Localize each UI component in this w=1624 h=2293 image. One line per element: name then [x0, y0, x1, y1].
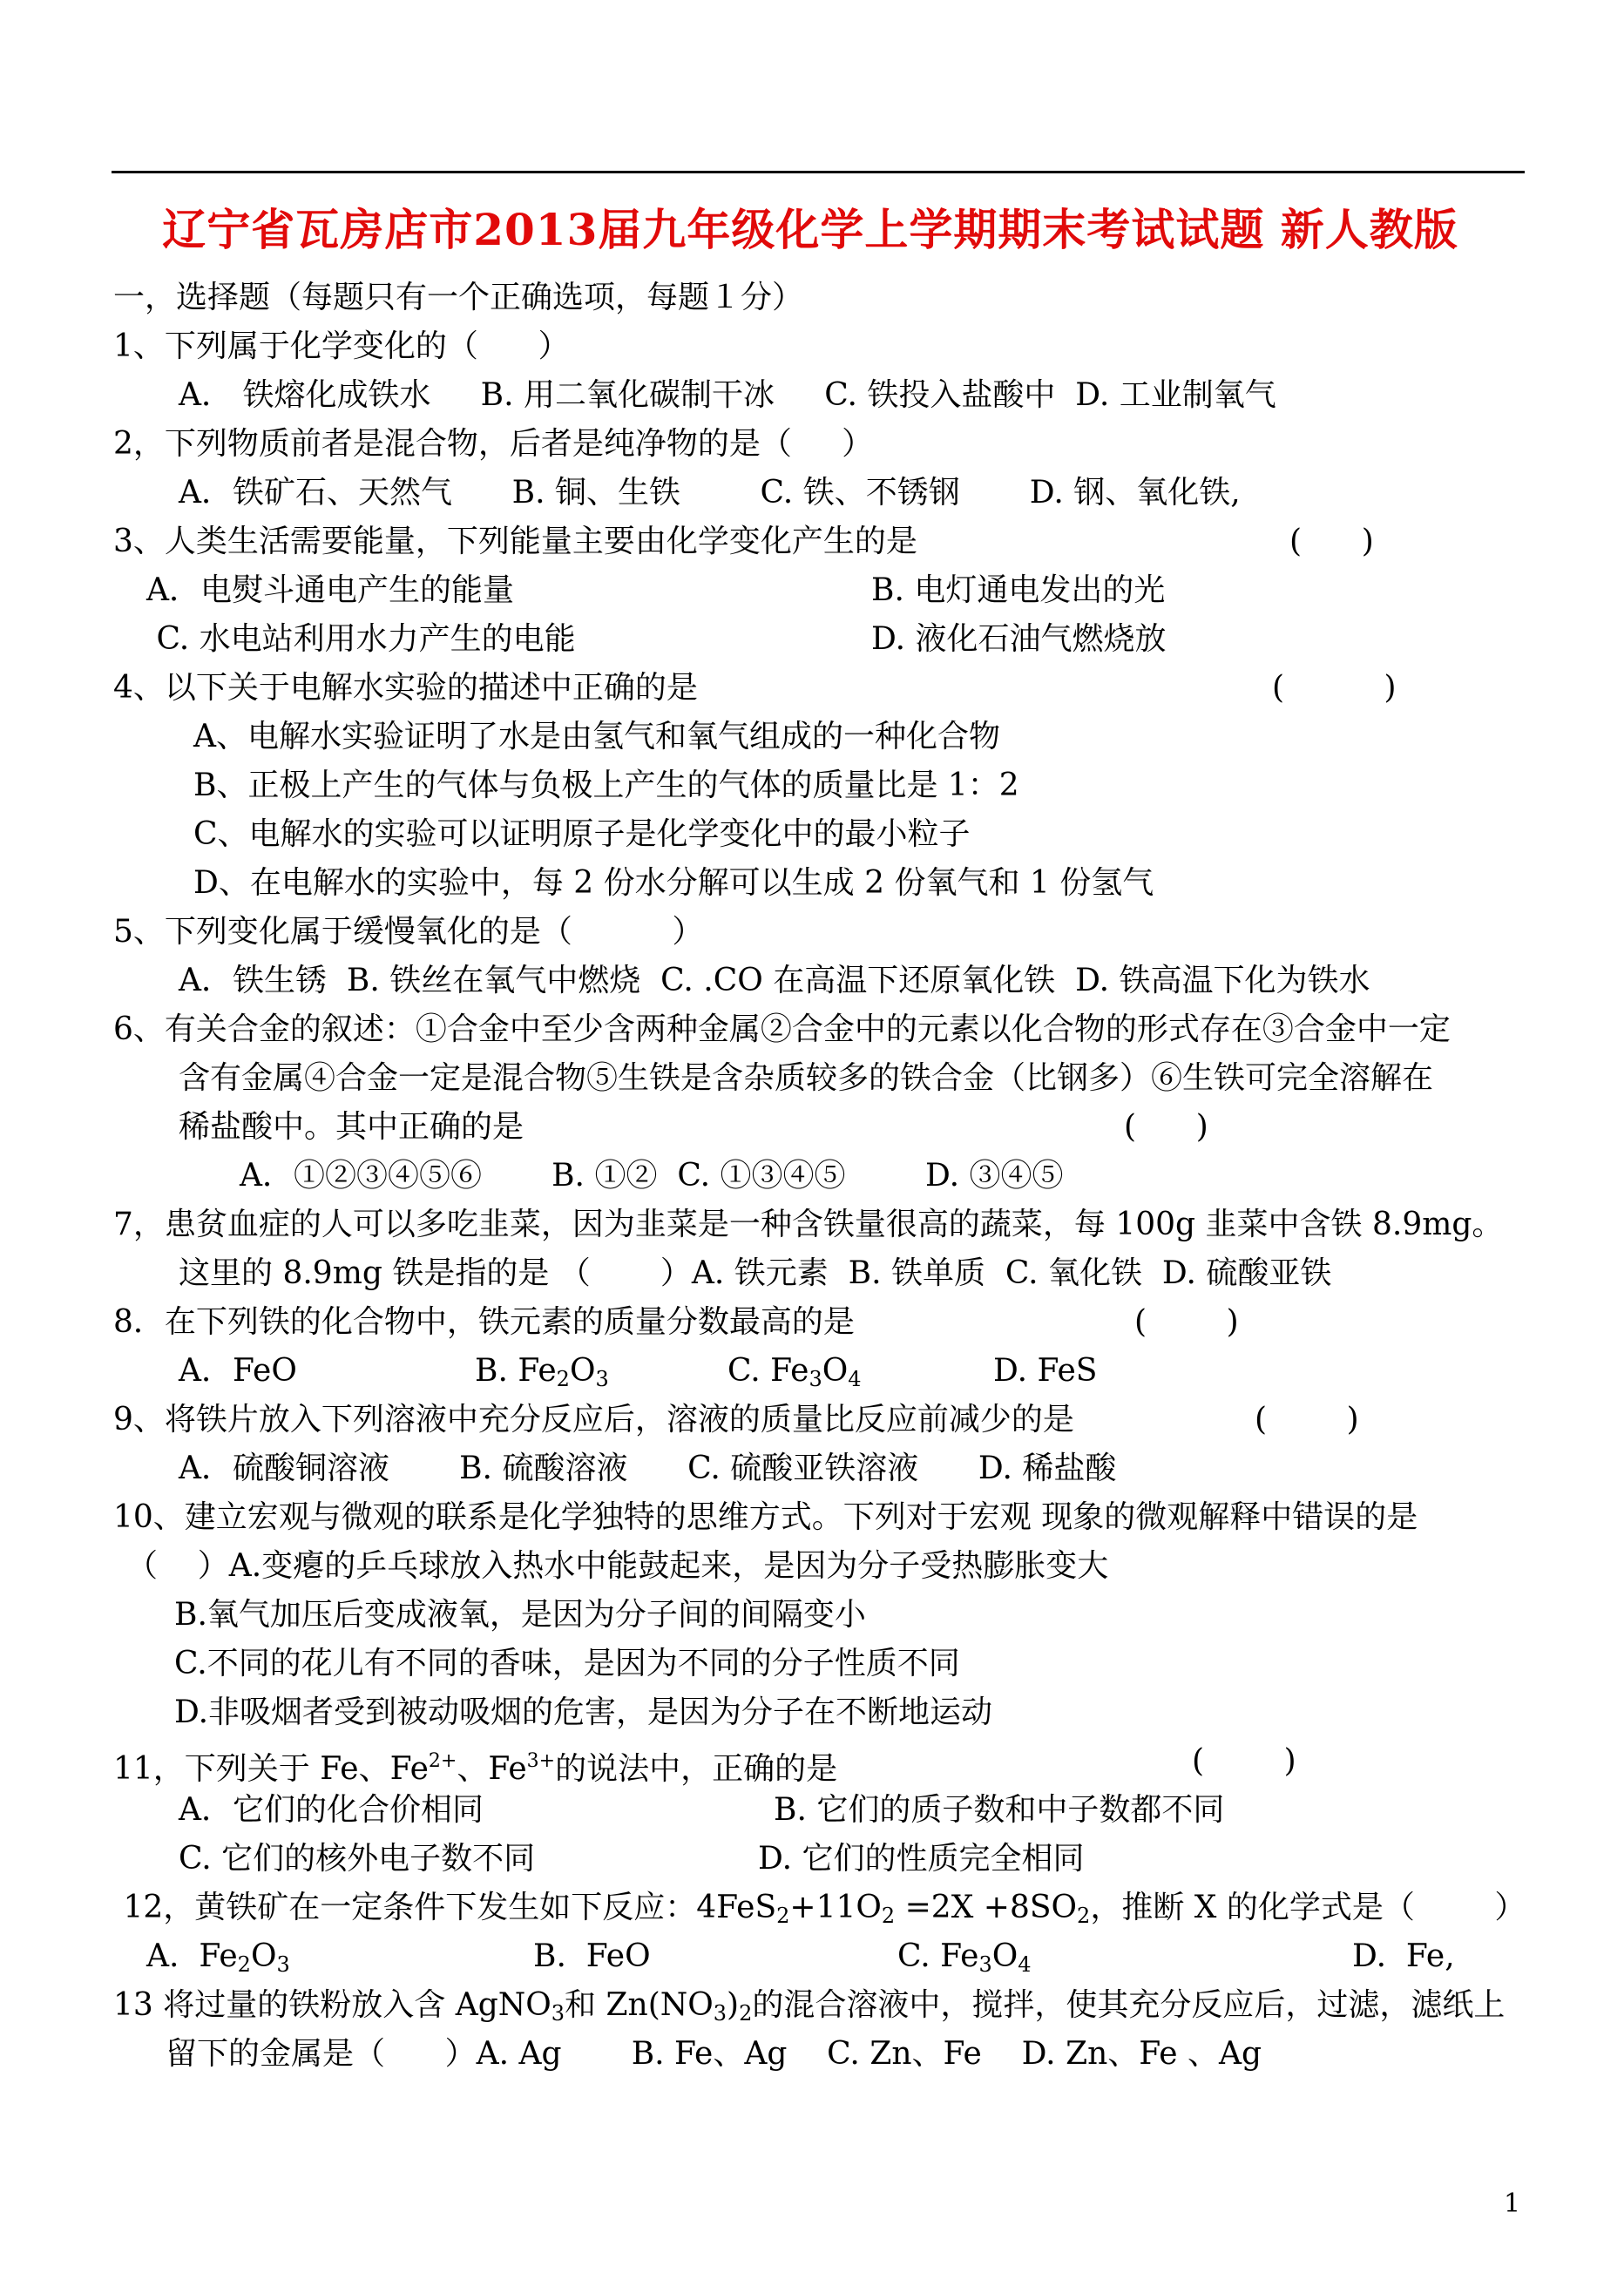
- text-line: 6、有关合金的叙述：①合金中至少含两种金属②合金中的元素以化合物的形式存在③合金中一定: [113, 1011, 1451, 1047]
- q13-stem: 13 将过量的铁粉放入含 AgNO$_3$和 $Zn(NO_3)_2$的混合溶液中，搅拌，使其充分反应后，过滤，滤纸上: [113, 1987, 1506, 2026]
- document-title: 辽宁省瓦房店市2013届九年级化学上学期期末考试试题 新人教版: [162, 204, 1458, 255]
- q8-option-c: C. $Fe_3O_4$: [727, 1353, 862, 1391]
- q13-options: 留下的金属是（ ）A. Ag B. Fe、Ag C. Zn、Fe D. Zn、Fe 、Ag: [166, 2036, 1262, 2072]
- text-line: D、在电解水的实验中，每 2 份水分解可以生成 2 份氧气和 1 份氢气: [193, 865, 1154, 901]
- q12-option-b: B. FeO: [533, 1938, 651, 1974]
- text-line: 7，患贫血症的人可以多吃韭菜，因为韭菜是一种含铁量很高的蔬菜，每 100g 韭菜中含铁 8.9mg。: [113, 1207, 1504, 1242]
- q11-option-b: B. 它们的质子数和中子数都不同: [774, 1792, 1225, 1828]
- q11-option-d: D. 它们的性质完全相同: [758, 1841, 1085, 1877]
- text-line: C. 水电站利用水力产生的电能: [146, 621, 576, 657]
- text-line: 3、人类生活需要能量，下列能量主要由化学变化产生的是: [113, 524, 917, 559]
- text-line: 2，下列物质前者是混合物，后者是纯净物的是（ ）: [113, 426, 874, 462]
- q8-option-b: B. $Fe_2O_3$: [475, 1353, 609, 1391]
- text-line: ( ): [1289, 524, 1374, 559]
- q12-stem: 12，黄铁矿在一定条件下发生如下反应：$4FeS_2+11O_2 =2X +8SO_2$，推断 X 的化学式是（ ）: [113, 1890, 1526, 1928]
- q10-option-b: B.氧气加压后变成液氧，是因为分子间的间隔变小: [174, 1597, 866, 1633]
- page-number: 1: [1504, 2188, 1521, 2219]
- q11-paren: ( ): [1192, 1743, 1296, 1779]
- header-rule: [112, 171, 1525, 173]
- q10-option-a: （ ）A.变瘪的乒乓球放入热水中能鼓起来，是因为分子受热膨胀变大: [126, 1548, 1109, 1584]
- text-line: 一，选择题（每题只有一个正确选项，每题１分）: [113, 280, 804, 315]
- q11-stem: 11，下列关于 Fe、$Fe^{2+}$、$Fe^{3+}$的说法中，正确的是: [113, 1750, 838, 1787]
- text-line: 含有金属④合金一定是混合物⑤生铁是含杂质较多的铁合金（比钢多）⑥生铁可完全溶解在: [179, 1060, 1434, 1096]
- q9-options: A．硫酸铜溶液 B. 硫酸溶液 C. 硫酸亚铁溶液 D. 稀盐酸: [179, 1451, 1117, 1486]
- q10-option-d: D.非吸烟者受到被动吸烟的危害，是因为分子在不断地运动: [174, 1694, 993, 1730]
- text-line: A．铁生锈 B. 铁丝在氧气中燃烧 C. .CO 在高温下还原氧化铁 D. 铁高温下化为铁水: [179, 963, 1370, 998]
- q11-option-a: A．它们的化合价相同: [179, 1792, 484, 1828]
- text-line: A．电熨斗通电产生的能量: [146, 572, 514, 608]
- q12-option-a: A. $Fe_2O_3$: [146, 1938, 290, 1977]
- text-line: B. 电灯通电发出的光: [871, 572, 1166, 608]
- q8-option-d: D. FeS: [993, 1353, 1098, 1389]
- q9-stem: 9、将铁片放入下列溶液中充分反应后，溶液的质量比反应前减少的是: [113, 1402, 1074, 1437]
- q8-option-a: A．FeO: [179, 1353, 297, 1389]
- text-line: ( ): [1272, 670, 1397, 706]
- text-line: 4、以下关于电解水实验的描述中正确的是: [113, 670, 698, 706]
- q11-option-c: C. 它们的核外电子数不同: [179, 1841, 536, 1877]
- text-line: ( ): [1134, 1304, 1239, 1340]
- q9-paren: ( ): [1255, 1402, 1359, 1437]
- text-line: 1、下列属于化学变化的（ ）: [113, 328, 570, 364]
- q10-option-c: C.不同的花儿有不同的香味，是因为不同的分子性质不同: [174, 1646, 960, 1681]
- text-line: 稀盐酸中。其中正确的是: [179, 1109, 524, 1145]
- text-line: A、电解水实验证明了水是由氢气和氧气组成的一种化合物: [193, 719, 1000, 754]
- text-line: A．①②③④⑤⑥ B. ①② C. ①③④⑤ D. ③④⑤: [240, 1158, 1064, 1194]
- text-line: A．铁矿石、天然气 B. 铜、生铁 C. 铁、不锈钢 D. 钢、氧化铁,: [179, 475, 1241, 511]
- text-line: 8．在下列铁的化合物中，铁元素的质量分数最高的是: [113, 1304, 855, 1340]
- text-line: D. 液化石油气燃烧放: [871, 621, 1167, 657]
- q12-option-d: D. Fe,: [1352, 1938, 1455, 1974]
- text-line: B、正极上产生的气体与负极上产生的气体的质量比是 1：2: [193, 768, 1019, 803]
- text-line: ( ): [1124, 1109, 1208, 1145]
- text-line: C、电解水的实验可以证明原子是化学变化中的最小粒子: [193, 816, 971, 852]
- text-line: A． 铁熔化成铁水 B. 用二氧化碳制干冰 C. 铁投入盐酸中 D. 工业制氧气: [179, 377, 1276, 413]
- text-line: 这里的 8.9mg 铁是指的是 （ ）A. 铁元素 B. 铁单质 C. 氧化铁 D. 硫酸亚铁: [179, 1255, 1332, 1291]
- q12-option-c: C. $Fe_3O_4$: [897, 1938, 1032, 1977]
- q10-stem: 10、建立宏观与微观的联系是化学独特的思维方式。下列对于宏观 现象的微观解释中错误的是: [113, 1499, 1418, 1535]
- text-line: 5、下列变化属于缓慢氧化的是（ ）: [113, 914, 704, 950]
